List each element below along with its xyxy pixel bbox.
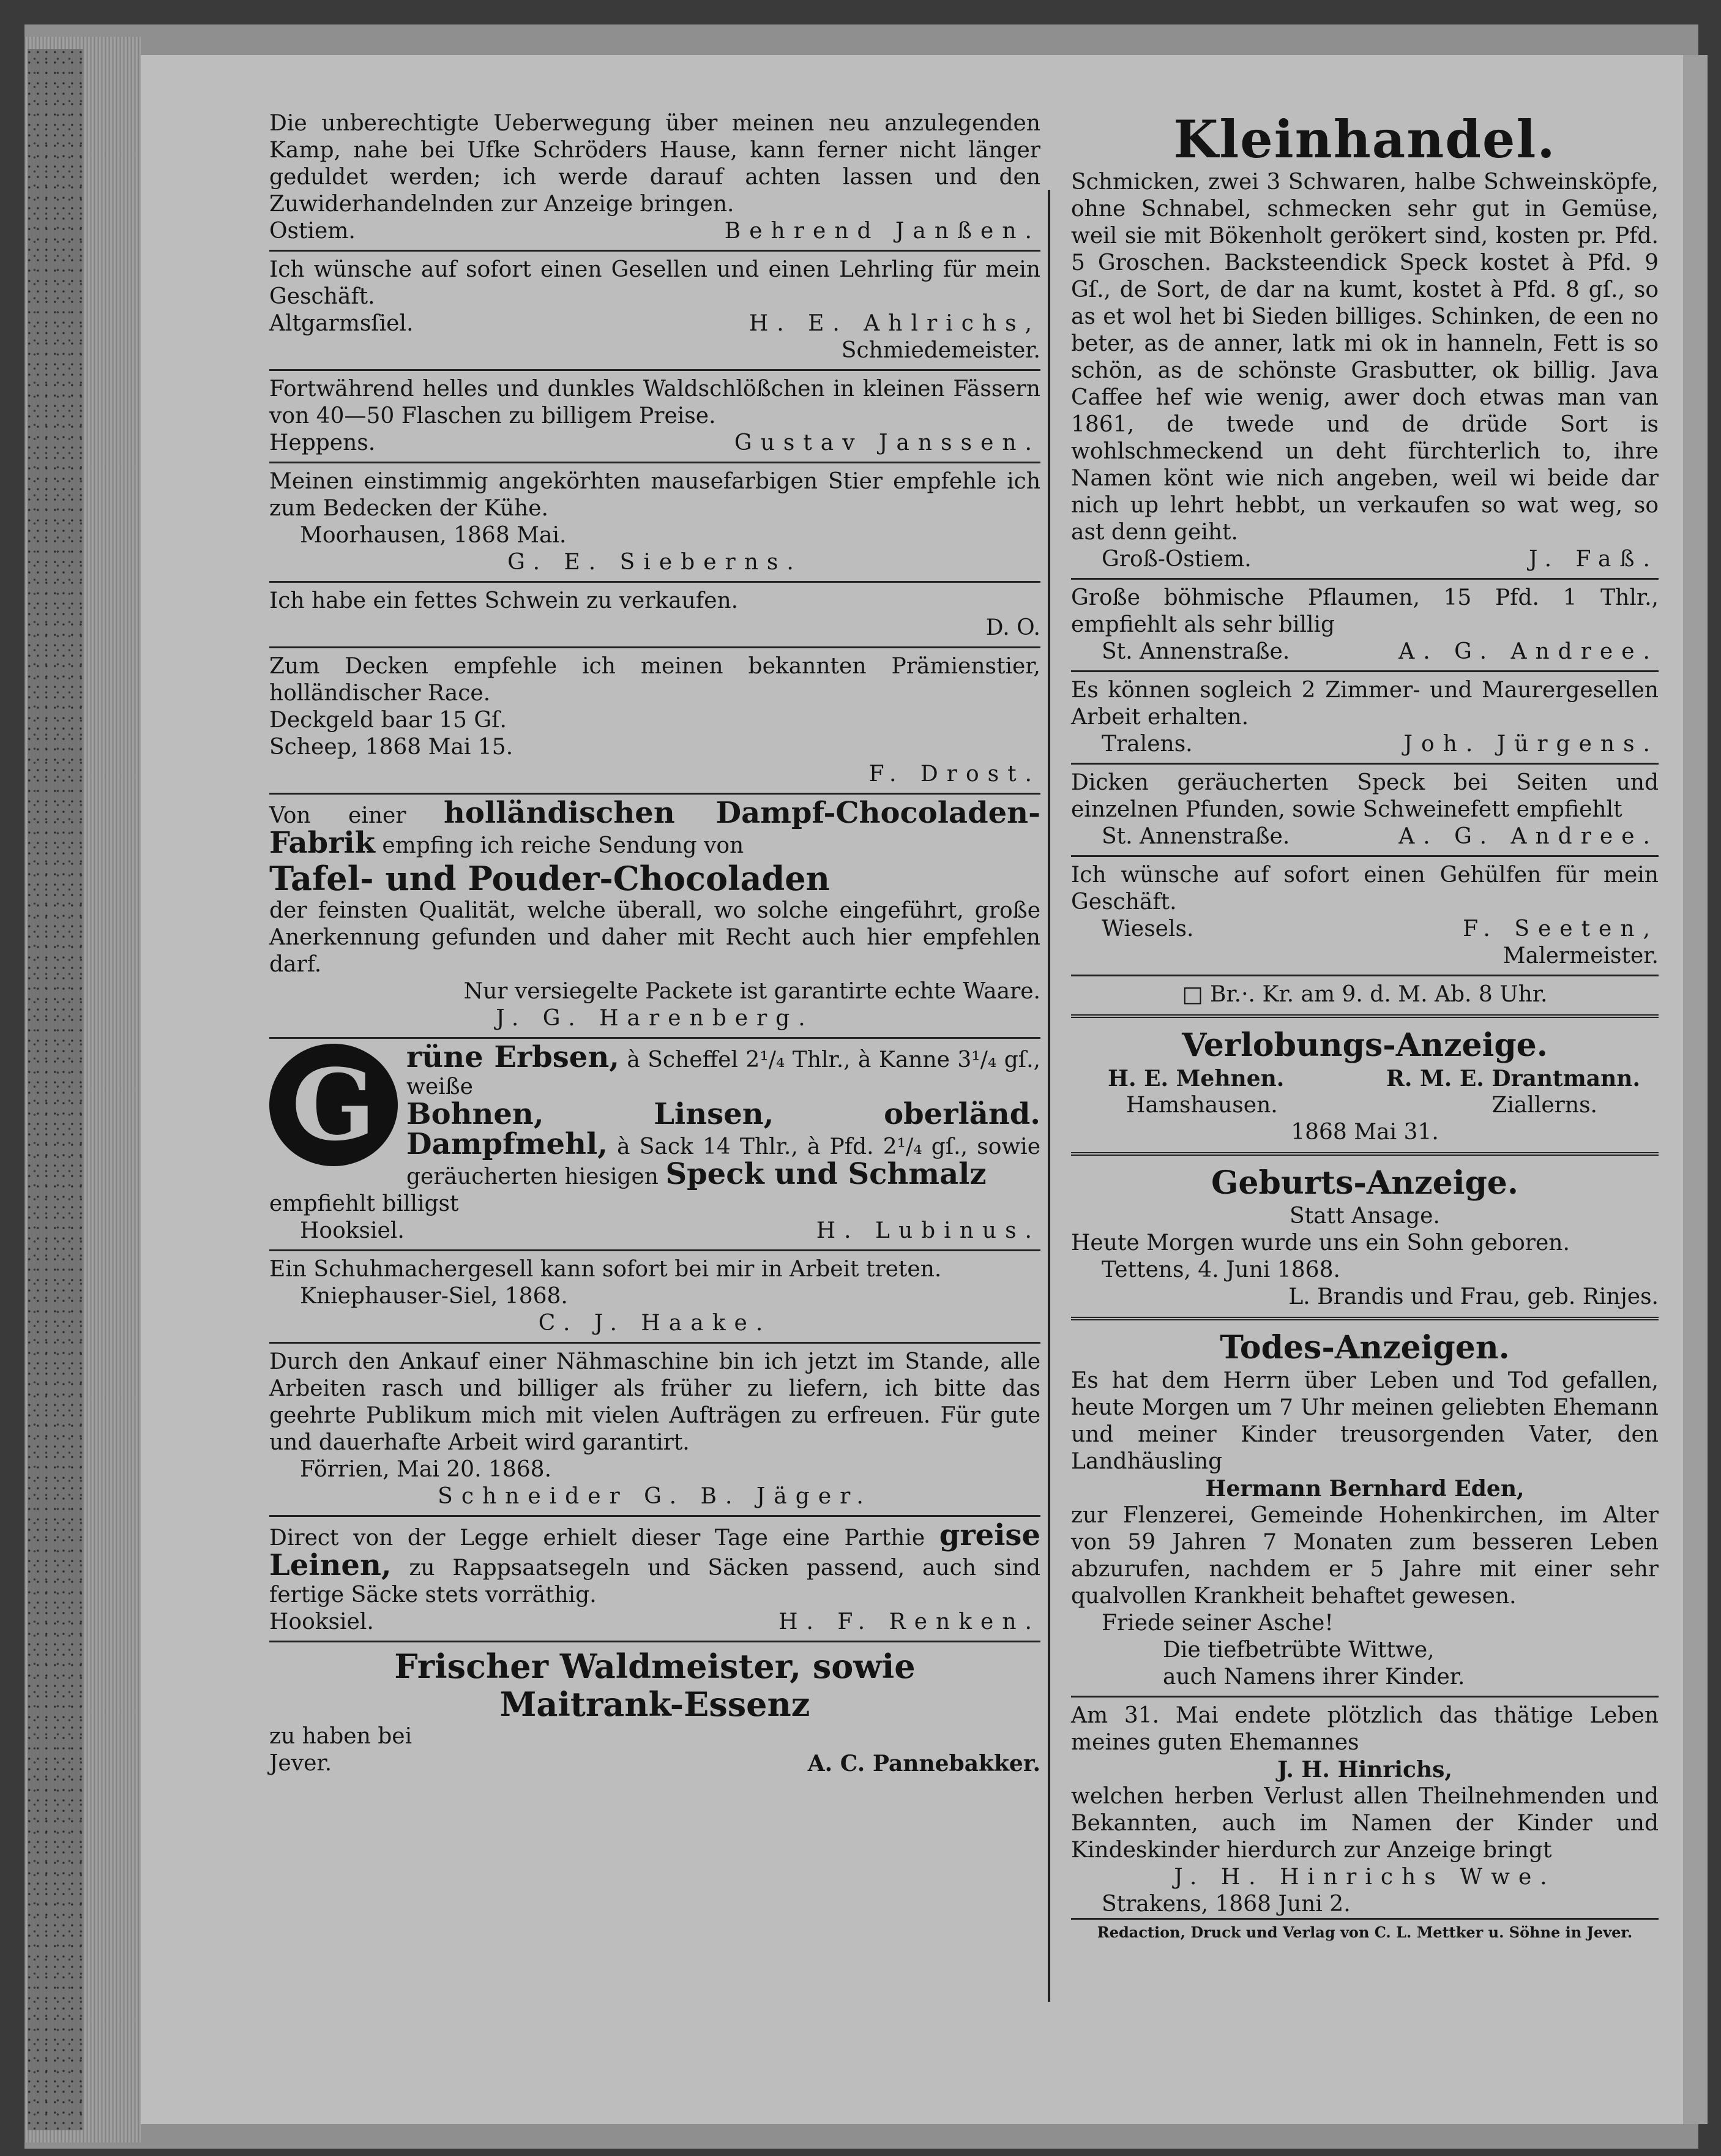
- divider: [1071, 855, 1659, 857]
- ad-bold-product-2: Tafel- und Pouder-Chocoladen: [269, 859, 830, 898]
- ad-line: [406, 1097, 1041, 1191]
- place-groom: Hamshausen.: [1126, 1093, 1278, 1118]
- ad-schwein: [269, 588, 1040, 642]
- divider: [269, 1641, 1040, 1642]
- printer-imprint: Redaction, Druck und Verlag von C. L. Mettker u. Söhne in Jever.: [1071, 1918, 1659, 1943]
- signature-line: [1071, 823, 1659, 850]
- notice-date: 1868 Mai 31.: [1291, 1120, 1439, 1145]
- book-cover-speckle: [28, 49, 83, 2130]
- ad-bold-item: Speck und Schmalz: [665, 1157, 987, 1191]
- signature-line: [1071, 638, 1659, 665]
- ad-text: Ein Schuhmachergesell kann sofort bei mir in Arbeit treten.: [269, 1257, 942, 1282]
- notice-text: zur Flenzerei, Gemeinde Hohenkirchen, im Alter von 59 Jahren 7 Monaten zum besseren Leben abzurufen, nachdem er 5 Jahre mit einer sehr qualvollen Krankheit behaftet gewesen.: [1071, 1503, 1659, 1609]
- left-column: [269, 110, 1040, 1777]
- ad-line-text: à Sack 14 Thlr., à Pfd. 2¹/₄ gſ., sowie geräucherten hiesigen: [406, 1134, 1041, 1189]
- ad-name: Gustav Janssen.: [734, 430, 1040, 455]
- dropcap-block: [269, 1040, 1041, 1191]
- signature-line: [1071, 731, 1659, 758]
- ad-pflaumen: [1071, 585, 1659, 665]
- engagement-notice: [1071, 1026, 1659, 1146]
- double-divider: [1071, 1014, 1659, 1020]
- ad-place-date: Förrien, Mai 20. 1868.: [300, 1457, 552, 1482]
- ad-text: [269, 1518, 1040, 1609]
- ad-place: Tralens.: [1102, 732, 1193, 757]
- ad-text: Fortwährend helles und dunkles Waldschlößchen in kleinen Fässern von 40—50 Flaschen zu billigem Preise.: [269, 376, 1040, 429]
- ad-name: Schneider G. B. Jäger.: [438, 1484, 872, 1509]
- ad-name: Joh. Jürgens.: [1403, 732, 1659, 757]
- names-line: [1071, 1065, 1659, 1092]
- ad-stier: [269, 468, 1040, 576]
- ad-note: Nur versiegelte Packete ist garantirte echte Waare.: [463, 979, 1040, 1004]
- ad-name: G. E. Sieberns.: [507, 550, 802, 575]
- right-column: [1071, 110, 1659, 1943]
- section-title: Geburts-Anzeige.: [1211, 1164, 1518, 1202]
- place-bride: Ziallerns.: [1491, 1093, 1597, 1118]
- divider: [269, 1037, 1040, 1039]
- ad-bold-item: rüne Erbsen,: [406, 1040, 619, 1074]
- divider: [1071, 670, 1659, 672]
- ad-name: H. F. Renken.: [778, 1609, 1040, 1634]
- divider: [269, 1249, 1040, 1251]
- notice-signature: auch Namens ihrer Kinder.: [1163, 1664, 1465, 1690]
- ad-waldschloesschen: [269, 376, 1040, 457]
- ad-name: F. Drost.: [868, 762, 1040, 787]
- double-divider: [1071, 1152, 1659, 1158]
- signature-line: [269, 1609, 1040, 1636]
- notice-text: Heute Morgen wurde uns ein Sohn geboren.: [1071, 1230, 1570, 1256]
- ad-headline-2: Maitrank-Essenz: [499, 1685, 810, 1724]
- ad-place: Wiesels.: [1102, 916, 1194, 941]
- ad-role: Schmiedemeister.: [841, 338, 1040, 363]
- ad-maurergesellen: [1071, 677, 1659, 758]
- section-title: Todes-Anzeigen.: [1220, 1329, 1510, 1366]
- ad-place: Heppens.: [269, 430, 376, 455]
- signature-line: [269, 1218, 1040, 1245]
- divider: [269, 369, 1040, 371]
- divider: [269, 1342, 1040, 1344]
- divider: [269, 462, 1040, 463]
- notice-subtitle: Statt Ansage.: [1290, 1203, 1440, 1229]
- ad-tail: zu haben bei: [269, 1724, 413, 1749]
- notice-place-date: Tettens, 4. Juni 1868.: [1102, 1257, 1340, 1282]
- name-groom: H. E. Mehnen.: [1108, 1066, 1285, 1091]
- ad-role: Malermeister.: [1503, 943, 1659, 968]
- ad-name: D. O.: [985, 615, 1040, 640]
- ad-place: Ostiem.: [269, 219, 356, 244]
- ad-line-text: à Scheffel 2¹/₄ Thlr., à Kanne 3¹/₄ gſ., weiße: [406, 1047, 1040, 1099]
- ad-text: Durch den Ankauf einer Nähmaschine bin ich jetzt im Stande, alle Arbeiten rasch und billiger als früher zu liefern, ich bitte das geehrte Publikum mich mit vielen Aufträgen zu erfreuen. Für gute und dauerhafte Arbeit wird garantirt.: [269, 1349, 1040, 1455]
- notice-place-date: Strakens, 1868 Juni 2.: [1102, 1892, 1351, 1917]
- ad-place: Altgarmsſiel.: [269, 311, 414, 336]
- ad-kamp-notice: [269, 110, 1040, 245]
- signature-line: [269, 1750, 1040, 1777]
- divider: [269, 1515, 1040, 1517]
- ad-name: H. Lubinus.: [816, 1218, 1040, 1243]
- ad-place: Hooksiel.: [269, 1609, 374, 1634]
- divider: [269, 793, 1040, 795]
- deceased-name: Hermann Bernhard Eden,: [1205, 1476, 1525, 1502]
- ad-fee: Deckgeld baar 15 Gſ.: [269, 708, 507, 733]
- lodge-notice: □ Br.·. Kr. am 9. d. M. Ab. 8 Uhr.: [1182, 982, 1548, 1007]
- notice-text: Am 31. Mai endete plötzlich das thätige Leben meines guten Ehemannes: [1071, 1703, 1659, 1755]
- signature-line: [269, 310, 1040, 337]
- ad-erbsen: [269, 1040, 1041, 1245]
- ad-waldmeister: [269, 1647, 1040, 1777]
- deceased-name: J. H. Hinrichs,: [1277, 1757, 1452, 1783]
- death-notices: [1071, 1328, 1659, 1918]
- divider: [1071, 763, 1659, 765]
- ad-text: Ich habe ein fettes Schwein zu verkaufen.: [269, 588, 739, 613]
- notice-signature: Die tiefbetrübte Wittwe,: [1163, 1638, 1435, 1663]
- ad-text: Meinen einstimmig angekörhten mausefarbigen Stier empfehle ich zum Bedecken der Kühe.: [269, 469, 1040, 521]
- divider: [269, 250, 1040, 252]
- divider: [1071, 578, 1659, 580]
- ad-chocolade: [269, 796, 1040, 1032]
- ad-text: Zum Decken empfehle ich meinen bekannten Prämienstier, holländischer Race.: [269, 654, 1040, 706]
- dropcap-text: [406, 1040, 1041, 1191]
- notice-name: L. Brandis und Frau, geb. Rinjes.: [1288, 1284, 1659, 1309]
- ad-place: Groß-Ostiem.: [1102, 547, 1252, 572]
- ad-place: Hooksiel.: [300, 1218, 405, 1243]
- ad-place: St. Annenstraße.: [1102, 824, 1290, 849]
- ad-name: J. Faß.: [1528, 547, 1659, 572]
- section-title: Verlobungs-Anzeige.: [1182, 1027, 1548, 1064]
- ad-name: C. J. Haake.: [538, 1311, 772, 1336]
- dropcap-letter: G: [269, 1044, 398, 1166]
- ad-place: Jever.: [269, 1751, 332, 1776]
- ad-lead: Von einer: [269, 803, 406, 828]
- ad-praemienstier: [269, 653, 1040, 788]
- ad-geselle-schmied: [269, 256, 1040, 364]
- ad-naehmaschine: [269, 1349, 1040, 1510]
- ad-body: der feinsten Qualität, welche überall, wo solche eingeführt, große Anerkennung gefunden und daher mit Recht auch hier empfehlen darf.: [269, 898, 1040, 977]
- ad-place-date: Scheep, 1868 Mai 15.: [269, 735, 513, 760]
- ad-name: A. G. Andree.: [1398, 824, 1659, 849]
- ad-text: Schmicken, zwei 3 Schwaren, halbe Schweinsköpfe, ohne Schnabel, schmecken sehr gut in Gemüse, weil sie mit Bökenholt gerökert sind, kosten pr. Pfd. 5 Groschen. Backsteendick Speck kostet à Pfd. 9 Gſ., de Sort, de dar na kumt, kostet à Pfd. 8 gſ., so as et wol het bi Sieden billiges. Schinken, de een no beter, as de anner, latk mi ok in hanneln, Fett is so schön, as de schönste Grasbutter, ok billig. Java Caffee hef wie wenig, awer doch etwas man van 1861, de twede und de drüde Sort is wohlschmeckend un deht fürchterlich to, ihre Namen könt wie nich angeben, weil wi beide dar nich up lehrt hebbt, un verkaufen so wat weg, so ast denn geiht.: [1071, 170, 1659, 545]
- ad-name: F. Seeten,: [1463, 916, 1659, 941]
- double-divider: [1071, 1317, 1659, 1322]
- divider: [1071, 1696, 1659, 1697]
- ad-text: Ich wünsche auf sofort einen Gehülfen für mein Geschäft.: [1071, 863, 1659, 915]
- ad-leinen: [269, 1518, 1040, 1636]
- notice-text: Es hat dem Herrn über Leben und Tod gefallen, heute Morgen um 7 Uhr meinen geliebten Ehemann und meiner Kinder treusorgenden Vater, den Landhäusling: [1071, 1368, 1659, 1474]
- ad-mid: empfing ich reiche Sendung von: [382, 833, 744, 858]
- ad-headline-1: Frischer Waldmeister, sowie: [394, 1647, 916, 1686]
- section-title: Kleinhandel.: [1173, 109, 1556, 170]
- column-divider: [1048, 190, 1050, 2002]
- ad-text-2: zu Rappsaatsegeln und Säcken passend, auch sind fertige Säcke stets vorräthig.: [269, 1555, 1040, 1608]
- ad-tail: empfiehlt billigst: [269, 1191, 459, 1216]
- divider: [269, 581, 1040, 583]
- ad-bold-item: Bohnen, Linsen, oberländ. Dampfmehl,: [406, 1097, 1040, 1161]
- ad-place-date: Kniephauser-Siel, 1868.: [300, 1284, 568, 1309]
- ad-text: Die unberechtigte Ueberwegung über meinen neu anzulegenden Kamp, nahe bei Ufke Schröders Hause, kann ferner nicht länger geduldet werden; ich werde darauf achten lassen und den Zuwiderhandelnden zur Anzeige bringen.: [269, 111, 1040, 217]
- ad-text: Es können sogleich 2 Zimmer- und Maurergesellen Arbeit erhalten.: [1071, 678, 1659, 730]
- ad-place-date: Moorhausen, 1868 Mai.: [300, 523, 567, 548]
- birth-notice: [1071, 1164, 1659, 1311]
- name-bride: R. M. E. Drantmann.: [1386, 1066, 1640, 1091]
- divider: [269, 646, 1040, 648]
- ad-name: A. C. Pannebakker.: [807, 1751, 1040, 1776]
- ad-text-1: Direct von der Legge erhielt dieser Tage eine Parthie: [269, 1525, 925, 1551]
- ad-text: Große böhmische Pflaumen, 15 Pfd. 1 Thlr., empfiehlt als sehr billig: [1071, 585, 1659, 637]
- notice-text: welchen herben Verlust allen Theilnehmenden und Bekannten, auch im Namen der Kinder und Kindeskinder hierdurch zur Anzeige bringt: [1071, 1784, 1659, 1863]
- signature-line: [269, 430, 1040, 457]
- ad-name: Behrend Janßen.: [724, 219, 1040, 244]
- signature-line: [1071, 916, 1659, 943]
- ad-text: Dicken geräucherten Speck bei Seiten und einzelnen Pfunden, sowie Schweinefett empfiehlt: [1071, 770, 1659, 822]
- places-line: [1071, 1092, 1659, 1119]
- ad-name: J. G. Harenberg.: [496, 1006, 814, 1031]
- ad-bold-item: greise Leinen,: [269, 1518, 1040, 1582]
- divider: [1071, 975, 1659, 976]
- ad-text: [269, 796, 1040, 860]
- ad-name: A. G. Andree.: [1398, 639, 1659, 664]
- ad-place: St. Annenstraße.: [1102, 639, 1290, 664]
- ad-name: H. E. Ahlrichs,: [749, 311, 1040, 336]
- ad-text: Ich wünsche auf sofort einen Gesellen und einen Lehrling für mein Geschäft.: [269, 257, 1040, 309]
- ad-schuhmacher: [269, 1256, 1040, 1337]
- signature-line: [1071, 546, 1659, 573]
- notice-peace: Friede seiner Asche!: [1102, 1611, 1334, 1636]
- notice-signature: J. H. Hinrichs Wwe.: [1174, 1865, 1556, 1890]
- ad-gehuelfe: [1071, 862, 1659, 970]
- ad-kleinhandel: [1071, 110, 1659, 573]
- ad-line: [406, 1040, 1040, 1101]
- ad-bold-product: holländischen Dampf-Chocoladen-Fabrik: [269, 796, 1040, 860]
- signature-line: [269, 218, 1040, 245]
- ad-speck: [1071, 769, 1659, 850]
- adjacent-page-edge: [1683, 55, 1708, 2124]
